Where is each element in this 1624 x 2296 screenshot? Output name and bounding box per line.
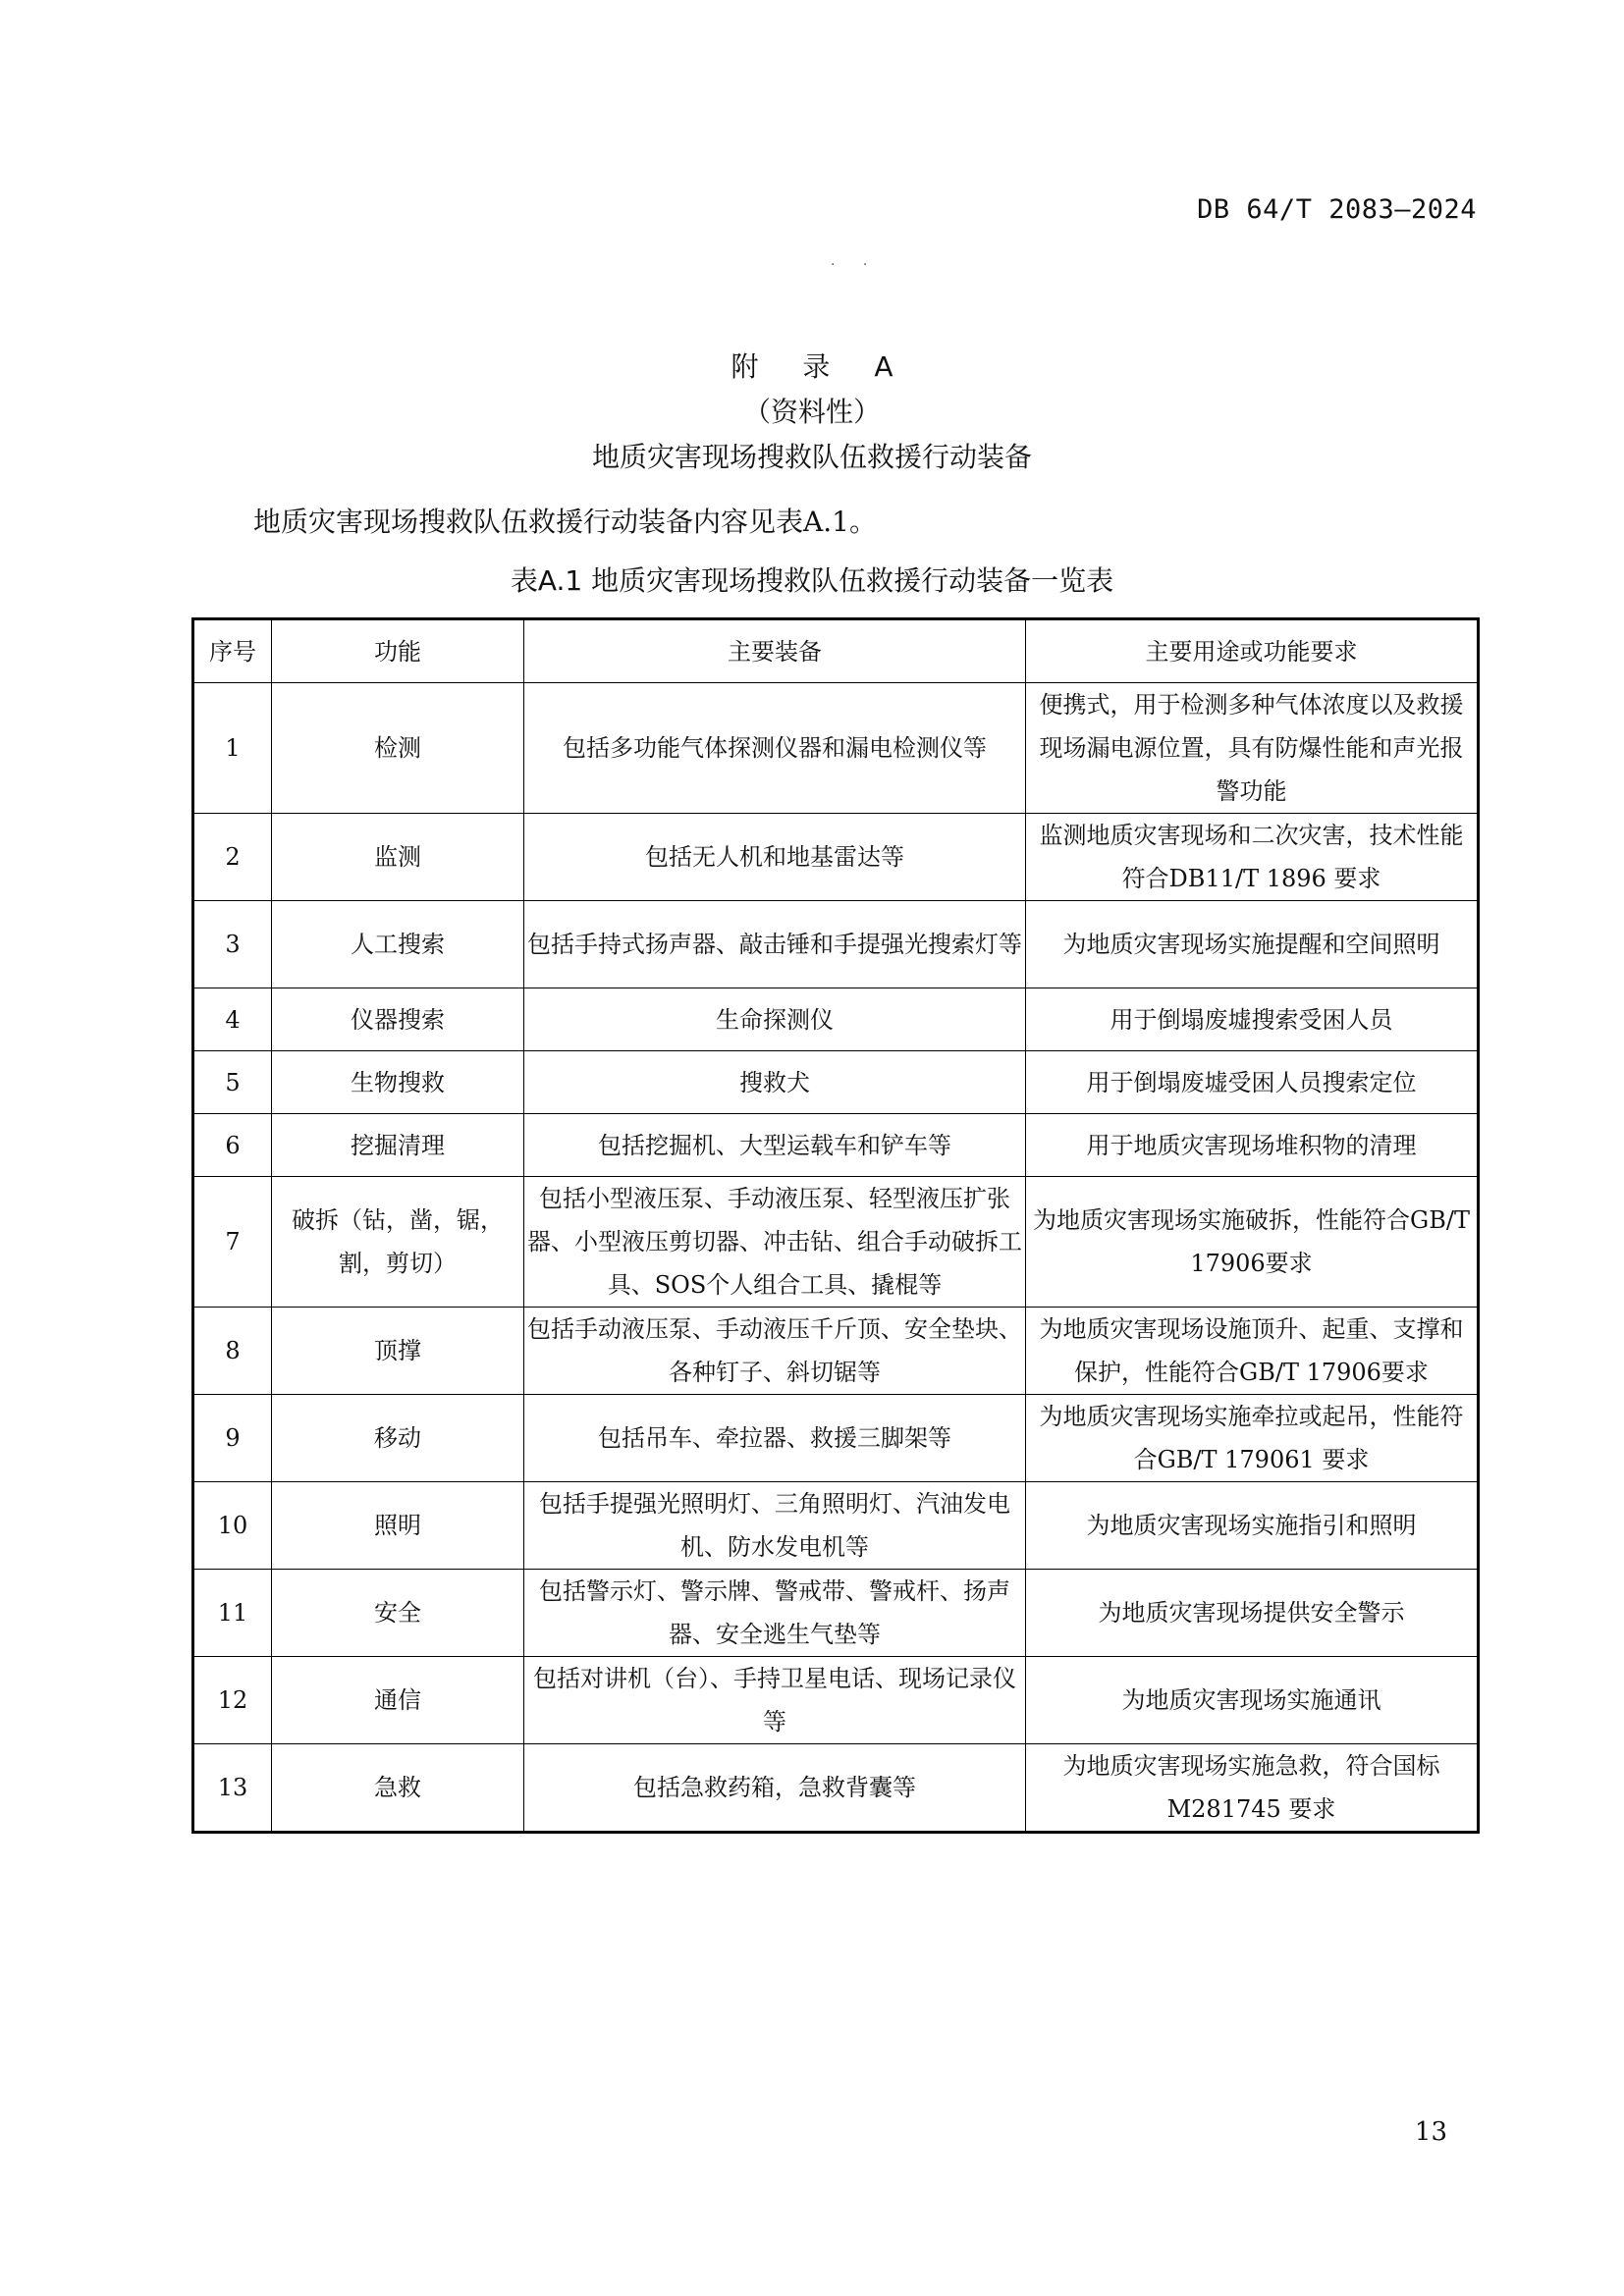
row-function: 仪器搜索 bbox=[272, 988, 524, 1051]
table-row bbox=[193, 814, 1479, 901]
table-caption: 表A.1 地质灾害现场搜救队伍救援行动装备一览表 bbox=[510, 564, 1114, 597]
table-row bbox=[193, 988, 1479, 1051]
table-row bbox=[193, 1114, 1479, 1177]
row-equipment: 包括手动液压泵、手动液压千斤顶、安全垫块、各种钉子、斜切锯等 bbox=[524, 1308, 1026, 1395]
row-equipment: 生命探测仪 bbox=[524, 988, 1026, 1051]
row-function: 移动 bbox=[272, 1395, 524, 1482]
row-no: 5 bbox=[193, 1051, 272, 1114]
row-no: 10 bbox=[193, 1482, 272, 1570]
row-equipment: 搜救犬 bbox=[524, 1051, 1026, 1114]
row-purpose: 为地质灾害现场实施牵拉或起吊，性能符合GB/T 179061 要求 bbox=[1026, 1395, 1479, 1482]
table-row bbox=[193, 1570, 1479, 1657]
row-purpose: 为地质灾害现场实施通讯 bbox=[1026, 1657, 1479, 1744]
row-function: 挖掘清理 bbox=[272, 1114, 524, 1177]
row-purpose: 为地质灾害现场实施急救，符合国标M281745 要求 bbox=[1026, 1744, 1479, 1833]
table-row bbox=[193, 683, 1479, 814]
table-header-row bbox=[193, 619, 1479, 683]
row-no: 9 bbox=[193, 1395, 272, 1482]
table-row bbox=[193, 901, 1479, 988]
appendix-title: 附 录 A bbox=[731, 350, 911, 383]
row-purpose: 监测地质灾害现场和二次灾害，技术性能符合DB11/T 1896 要求 bbox=[1026, 814, 1479, 901]
row-purpose: 用于地质灾害现场堆积物的清理 bbox=[1026, 1114, 1479, 1177]
row-function: 照明 bbox=[272, 1482, 524, 1570]
row-equipment: 包括吊车、牵拉器、救援三脚架等 bbox=[524, 1395, 1026, 1482]
row-purpose: 为地质灾害现场实施破拆，性能符合GB/T 17906要求 bbox=[1026, 1177, 1479, 1308]
row-purpose: 为地质灾害现场实施提醒和空间照明 bbox=[1026, 901, 1479, 988]
row-function: 人工搜索 bbox=[272, 901, 524, 988]
row-purpose: 便携式，用于检测多种气体浓度以及救援现场漏电源位置，具有防爆性能和声光报警功能 bbox=[1026, 683, 1479, 814]
row-purpose: 用于倒塌废墟搜索受困人员 bbox=[1026, 988, 1479, 1051]
row-equipment: 包括对讲机（台）、手持卫星电话、现场记录仪等 bbox=[524, 1657, 1026, 1744]
row-function: 通信 bbox=[272, 1657, 524, 1744]
row-no: 1 bbox=[193, 683, 272, 814]
row-equipment: 包括警示灯、警示牌、警戒带、警戒杆、扬声器、安全逃生气垫等 bbox=[524, 1570, 1026, 1657]
row-equipment: 包括手提强光照明灯、三角照明灯、汽油发电机、防水发电机等 bbox=[524, 1482, 1026, 1570]
row-function: 顶撑 bbox=[272, 1308, 524, 1395]
table-row bbox=[193, 1395, 1479, 1482]
table-row bbox=[193, 1744, 1479, 1833]
row-no: 8 bbox=[193, 1308, 272, 1395]
row-no: 4 bbox=[193, 988, 272, 1051]
row-equipment: 包括手持式扬声器、敲击锤和手提强光搜索灯等 bbox=[524, 901, 1026, 988]
equipment-table bbox=[191, 617, 1480, 1834]
row-no: 6 bbox=[193, 1114, 272, 1177]
row-purpose: 用于倒塌废墟受困人员搜索定位 bbox=[1026, 1051, 1479, 1114]
row-function: 监测 bbox=[272, 814, 524, 901]
row-no: 12 bbox=[193, 1657, 272, 1744]
row-purpose: 为地质灾害现场提供安全警示 bbox=[1026, 1570, 1479, 1657]
column-header-equipment: 主要装备 bbox=[524, 619, 1026, 683]
row-function: 检测 bbox=[272, 683, 524, 814]
appendix-heading: 地质灾害现场搜救队伍救援行动装备 bbox=[591, 441, 1032, 473]
row-function: 生物搜救 bbox=[272, 1051, 524, 1114]
row-no: 3 bbox=[193, 901, 272, 988]
row-equipment: 包括急救药箱，急救背囊等 bbox=[524, 1744, 1026, 1833]
row-purpose: 为地质灾害现场实施指引和照明 bbox=[1026, 1482, 1479, 1570]
column-header-function: 功能 bbox=[272, 619, 524, 683]
page-number: 13 bbox=[1414, 2117, 1447, 2147]
row-equipment: 包括多功能气体探测仪器和漏电检测仪等 bbox=[524, 683, 1026, 814]
row-equipment: 包括无人机和地基雷达等 bbox=[524, 814, 1026, 901]
row-function: 破拆（钻，凿，锯，割，剪切） bbox=[272, 1177, 524, 1308]
table-row bbox=[193, 1177, 1479, 1308]
row-equipment: 包括挖掘机、大型运载车和铲车等 bbox=[524, 1114, 1026, 1177]
table-row bbox=[193, 1051, 1479, 1114]
row-no: 13 bbox=[193, 1744, 272, 1833]
row-no: 11 bbox=[193, 1570, 272, 1657]
appendix-nature: （资料性） bbox=[742, 396, 881, 428]
table-row bbox=[193, 1657, 1479, 1744]
column-header-purpose: 主要用途或功能要求 bbox=[1026, 619, 1479, 683]
table-row bbox=[193, 1482, 1479, 1570]
row-equipment: 包括小型液压泵、手动液压泵、轻型液压扩张器、小型液压剪切器、冲击钻、组合手动破拆工具、SOS个人组合工具、撬棍等 bbox=[524, 1177, 1026, 1308]
row-no: 7 bbox=[193, 1177, 272, 1308]
row-purpose: 为地质灾害现场设施顶升、起重、支撑和保护，性能符合GB/T 17906要求 bbox=[1026, 1308, 1479, 1395]
row-function: 安全 bbox=[272, 1570, 524, 1657]
header-dots: . . bbox=[831, 253, 880, 269]
standard-code: DB 64/T 2083—2024 bbox=[1197, 194, 1477, 225]
row-function: 急救 bbox=[272, 1744, 524, 1833]
row-no: 2 bbox=[193, 814, 272, 901]
table-row bbox=[193, 1308, 1479, 1395]
column-header-no: 序号 bbox=[193, 619, 272, 683]
intro-paragraph: 地质灾害现场搜救队伍救援行动装备内容见表A.1。 bbox=[253, 506, 877, 538]
